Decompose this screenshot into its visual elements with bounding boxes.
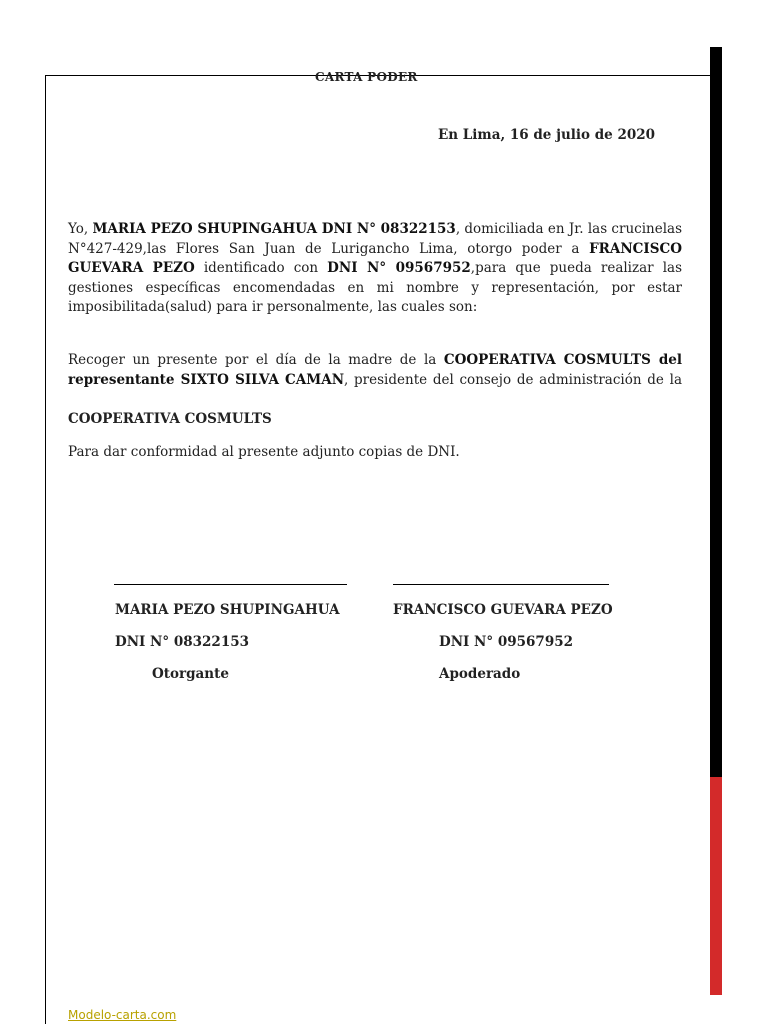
paragraph-3: Para dar conformidad al presente adjunto copias de DNI. — [68, 444, 460, 460]
frame-left-border — [45, 75, 46, 1024]
side-bar-red — [710, 777, 722, 995]
grantor-name: MARIA PEZO SHUPINGAHUA — [115, 602, 340, 618]
paragraph-1 — [68, 220, 682, 318]
p1-text-2: , domiciliada en Jr. las crucinelas N°427-429,las Flores San Juan de Lurigancho Lima, otorgo poder a — [68, 221, 682, 257]
p2-bold-cooperative: COOPERATIVA COSMULTS del representante SIXTO SILVA CAMAN — [68, 352, 682, 388]
document-title: CARTA PODER — [315, 70, 418, 84]
agent-name: FRANCISCO GUEVARA PEZO — [393, 602, 613, 618]
p2-bold-cooperative-2: COOPERATIVA COSMULTS — [68, 411, 272, 427]
grantor-dni: DNI N° 08322153 — [115, 634, 249, 650]
document-date: En Lima, 16 de julio de 2020 — [438, 127, 656, 143]
p1-bold-agent-dni: DNI N° 09567952 — [327, 260, 471, 276]
p1-text-3: identificado con — [194, 260, 328, 276]
agent-signature-line — [393, 584, 609, 585]
p1-bold-grantor: MARIA PEZO SHUPINGAHUA DNI N° 08322153 — [92, 221, 456, 237]
p2-text-2: , presidente del consejo de administración de la — [344, 371, 682, 388]
side-bar-black — [710, 47, 722, 777]
grantor-role: Otorgante — [152, 666, 229, 682]
paragraph-2 — [68, 351, 682, 390]
p1-bold-agent: FRANCISCO GUEVARA PEZO — [68, 240, 682, 276]
agent-role: Apoderado — [439, 666, 521, 682]
p2-text-1: Recoger un presente por el día de la madre de la — [68, 352, 444, 368]
p1-text-4: ,para que pueda realizar las gestiones específicas encomendadas en mi nombre y representación, por estar imposibilitada(salud) para ir personalmente, las cuales son: — [68, 260, 683, 315]
p1-text-1: Yo, — [68, 221, 93, 237]
footer-link[interactable]: Modelo-carta.com — [68, 1008, 177, 1022]
agent-dni: DNI N° 09567952 — [439, 634, 573, 650]
grantor-signature-line — [114, 584, 347, 585]
